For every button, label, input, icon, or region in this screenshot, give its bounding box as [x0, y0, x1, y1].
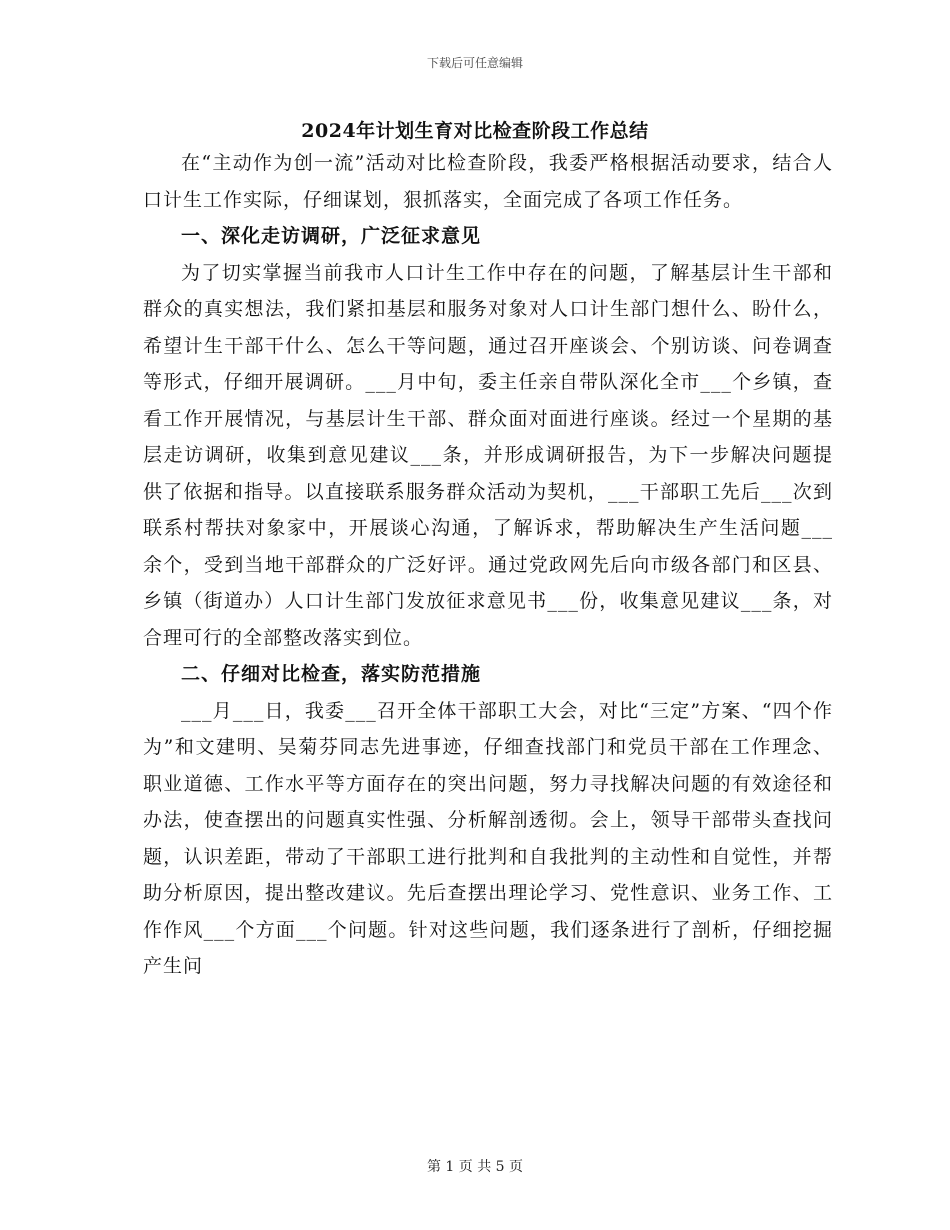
section-paragraph-1: 为了切实掌握当前我市人口计生工作中存在的问题，了解基层计生干部和群众的真实想法，我们紧扣基层和服务对象对人口计生部门想什么、盼什么，希望计生干部干什么、怎么干等问题，通过召开座谈会、个别访谈、问卷调查等形式，仔细开展调研。___月中旬，委主任亲自带队深化全市___个乡镇，查看工作开展情况，与基层计生干部、群众面对面进行座谈。经过一个星期的基层走访调研，收集到意见建议___条，并形成调研报告，为下一步解决问题提供了依据和指导。以直接联系服务群众活动为契机，___干部职工先后___次到联系村帮扶对象家中，开展谈心沟通，了解诉求，帮助解决生产生活问题___余个，受到当地干部群众的广泛好评。通过党政网先后向市级各部门和区县、乡镇（街道办）人口计生部门发放征求意见书___份，收集意见建议___条，对合理可行的全部整改落实到位。 — [143, 261, 833, 649]
section-heading-1: 一、深化走访调研，广泛征求意见 — [181, 225, 482, 247]
page-number: 第 1 页 共 5 页 — [426, 1159, 524, 1175]
document-title: 2024年计划生育对比检查阶段工作总结 — [301, 120, 649, 142]
section-paragraph-2: ___月___日，我委___召开全体干部职工大会，对比“三定”方案、“四个作为”和文建明、吴菊芬同志先进事迹，仔细查找部门和党员干部在工作理念、职业道德、工作水平等方面存在的突出问题，努力寻找解决问题的有效途径和办法，使查摆出的问题真实性强、分析解剖透彻。会上，领导干部带头查找问题，认识差距，带动了干部职工进行批判和自我批判的主动性和自觉性，并帮助分析原因，提出整改建议。先后查摆出理论学习、党性意识、业务工作、工作作风___个方面___个问题。针对这些问题，我们逐条进行了剖析，仔细挖掘产生问 — [143, 699, 833, 977]
section-heading-2: 二、仔细对比检查，落实防范措施 — [181, 663, 482, 685]
intro-paragraph: 在“主动作为创一流”活动对比检查阶段，我委严格根据活动要求，结合人口计生工作实际，仔细谋划，狠抓落实，全面完成了各项工作任务。 — [143, 152, 833, 211]
document-body — [143, 145, 833, 985]
download-note: 下载后可任意编辑 — [426, 56, 523, 70]
